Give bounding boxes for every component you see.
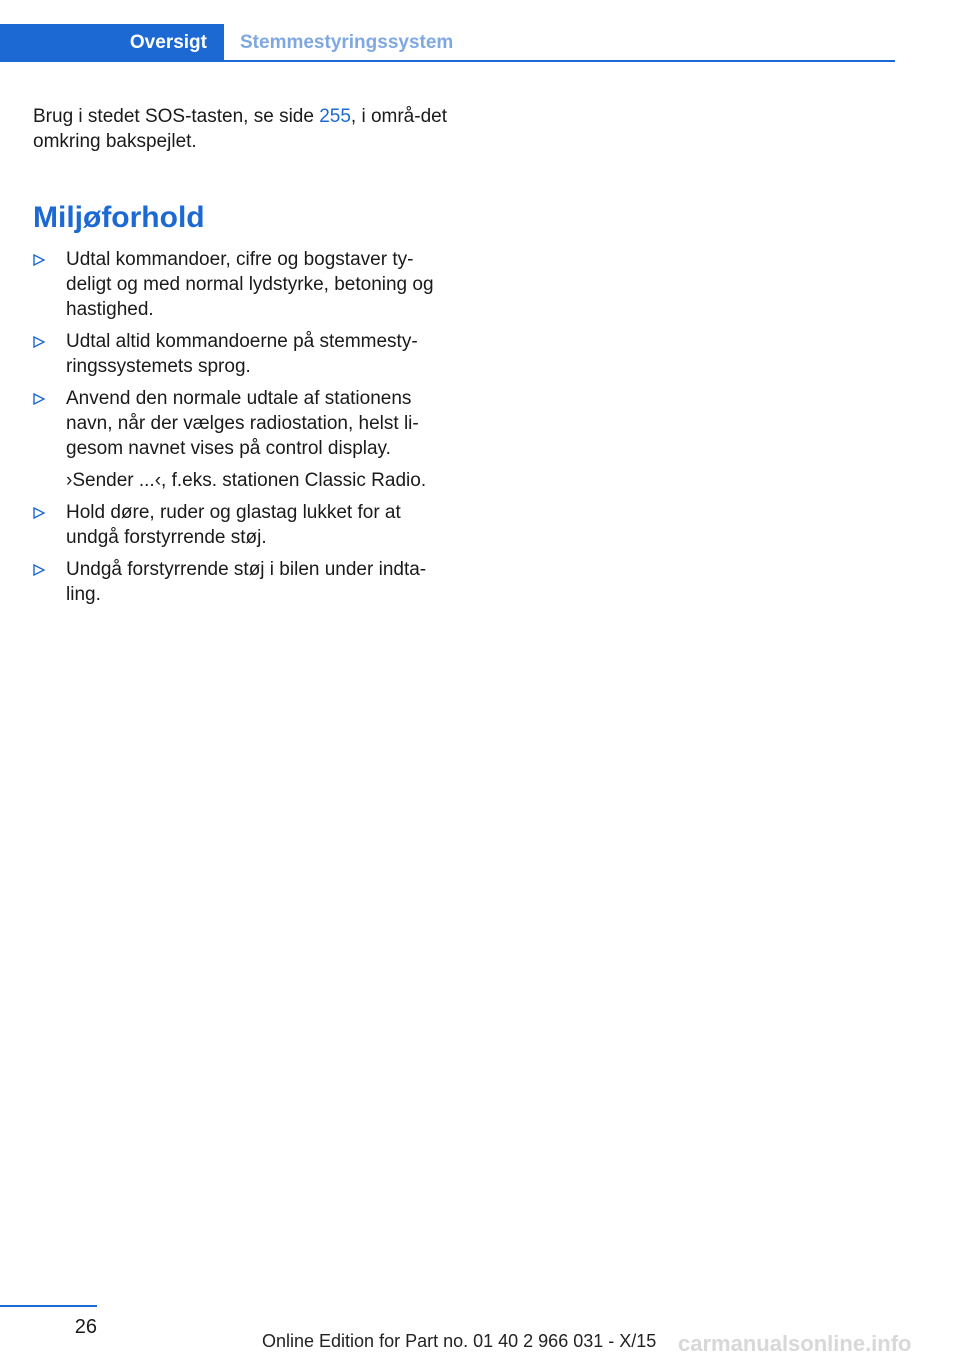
header-bar — [0, 24, 895, 62]
triangle-bullet-icon — [33, 393, 45, 405]
list-item-text: Udtal altid kommandoerne på stemmesty-ringssystemets sprog. — [66, 331, 418, 377]
edition-note: Online Edition for Part no. 01 40 2 966 031 - X/15 — [262, 1331, 657, 1351]
list-item — [33, 329, 453, 379]
tab-oversigt[interactable]: Oversigt — [0, 24, 224, 62]
list-item — [33, 557, 453, 607]
list-item-text: Udtal kommandoer, cifre og bogstaver ty-deligt og med normal lydstyrke, betoning og hastighed. — [66, 249, 434, 320]
intro-paragraph — [33, 104, 453, 154]
list-item — [33, 247, 453, 322]
triangle-bullet-icon — [33, 507, 45, 519]
header-divider — [0, 60, 895, 62]
intro-text-after: , i områ-det omkring bakspejlet. — [33, 106, 447, 152]
list-item — [33, 386, 453, 461]
page-number: 26 — [74, 1316, 97, 1338]
tab-stemmestyringssystem[interactable]: Stemmestyringssystem — [240, 32, 454, 53]
list-item-text: Hold døre, ruder og glastag lukket for at undgå forstyrrende støj. — [66, 502, 401, 548]
page-reference-link[interactable]: 255 — [319, 106, 351, 127]
intro-text-before: Brug i stedet SOS-tasten, se side — [33, 106, 320, 127]
list-item-text: Undgå forstyrrende støj i bilen under indta-ling. — [66, 559, 427, 605]
example-text: ›Sender ...‹, f.eks. stationen Classic Radio. — [66, 470, 427, 491]
list-item — [33, 500, 453, 550]
section-heading: Miljøforhold — [33, 201, 205, 234]
list-item-text: Anvend den normale udtale af stationens navn, når der vælges radiostation, helst li-gesom navnet vises på control display. — [66, 388, 419, 459]
footer-divider — [0, 1305, 97, 1307]
watermark: carmanualsonline.info — [678, 1331, 912, 1356]
triangle-bullet-icon — [33, 564, 45, 576]
triangle-bullet-icon — [33, 254, 45, 266]
bullet-list — [33, 247, 453, 614]
triangle-bullet-icon — [33, 336, 45, 348]
